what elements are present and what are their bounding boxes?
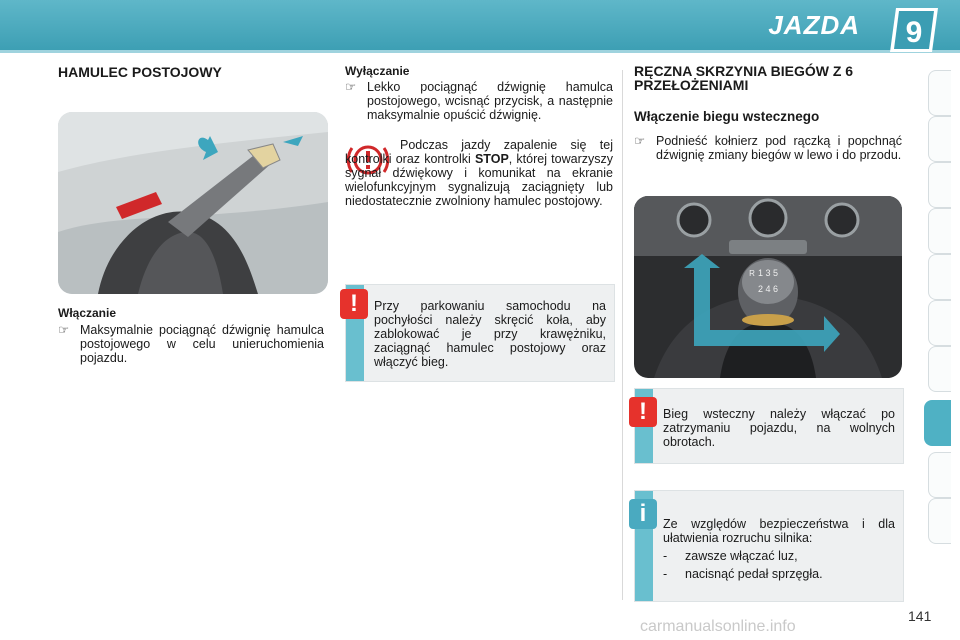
page-number: 141	[908, 608, 932, 624]
parking-slope-note	[345, 284, 615, 382]
engaging-instruction	[58, 323, 324, 367]
chapter-tab[interactable]	[928, 70, 951, 116]
warning-icon: !	[340, 289, 368, 319]
parking-slope-note-text: Przy parkowaniu samochodu na pochyłości należy skręcić koła, aby zablokować je przy krawężniku, zaciągnąć hamulec postojowy oraz włączyć bieg.	[374, 299, 606, 369]
dash-icon: -	[663, 549, 668, 563]
reverse-gear-instruction	[634, 134, 902, 178]
safety-info-item	[663, 549, 798, 563]
chapter-number: 9	[905, 16, 923, 49]
chapter-tab[interactable]	[928, 116, 951, 162]
chapter-tab[interactable]	[928, 346, 951, 392]
gear-lever-photo	[634, 196, 902, 378]
brake-warning-text-end: , której towarzyszy sygnał dźwiękowy i komunikat na ekranie wielofunkcyjnym sygnalizują zaciągnięty lub niedostatecznie zwolniony hamulec postojowy.	[345, 152, 614, 208]
safety-info-intro: Ze względów bezpieczeństwa i dla ułatwienia rozruchu silnika:	[663, 517, 895, 545]
dash-icon: -	[663, 567, 668, 581]
column-divider	[622, 70, 623, 600]
reverse-gear-text: Podnieść kołnierz pod rączką i popchnąć dźwignię zmiany biegów w lewo i do przodu.	[656, 134, 902, 162]
info-icon: i	[629, 499, 657, 529]
gear-pattern-bottom: 2 4 6	[757, 284, 779, 294]
bullet-hand-icon: ☞	[345, 80, 357, 94]
chapter-number-badge	[888, 6, 940, 54]
release-text: Lekko pociągnąć dźwignię hamulca postojowego, wcisnąć przycisk, a następnie maksymalnie opuścić dźwignię.	[367, 80, 613, 122]
chapter-tab-active[interactable]	[924, 400, 951, 446]
bullet-hand-icon: ☞	[634, 134, 646, 148]
chapter-title: JAZDA	[768, 10, 860, 40]
section-title-parking-brake: HAMULEC POSTOJOWY	[58, 64, 222, 80]
engaging-heading: Włączanie	[58, 306, 117, 320]
bullet-hand-icon: ☞	[58, 323, 70, 337]
chapter-tab[interactable]	[928, 498, 951, 544]
brake-warning-text-start: Podczas jazdy zapalenie się tej kontrolki oraz kontrolki	[345, 138, 613, 166]
brake-warning-text	[345, 138, 613, 230]
safety-info-note	[634, 490, 904, 602]
stop-keyword: STOP	[474, 152, 509, 166]
watermark: carmanualsonline.info	[640, 618, 796, 635]
safety-info-item-text: zawsze włączać luz,	[685, 549, 798, 563]
release-instruction	[345, 80, 613, 138]
safety-info-item	[663, 567, 823, 581]
gear-pattern-reverse: R	[749, 269, 755, 278]
header-divider	[0, 50, 960, 53]
warning-icon: !	[629, 397, 657, 427]
chapter-tab[interactable]	[928, 300, 951, 346]
chapter-tab[interactable]	[928, 162, 951, 208]
engaging-text: Maksymalnie pociągnąć dźwignię hamulca postojowego w celu unieruchomienia pojazdu.	[80, 323, 324, 365]
reverse-warning-text: Bieg wsteczny należy włączać po zatrzymaniu pojazdu, na wolnych obrotach.	[663, 407, 895, 449]
reverse-warning-note	[634, 388, 904, 464]
section-title-manual-gearbox: RĘCZNA SKRZYNIA BIEGÓW Z 6 PRZEŁOŻENIAMI	[634, 63, 854, 93]
chapter-tab[interactable]	[928, 254, 951, 300]
chapter-tabs	[928, 70, 950, 570]
safety-info-item-text: nacisnąć pedał sprzęgła.	[685, 567, 823, 581]
reverse-gear-heading: Włączenie biegu wstecznego	[634, 109, 820, 124]
gear-pattern-top: 1 3 5	[757, 268, 779, 278]
chapter-tab[interactable]	[928, 452, 951, 498]
release-heading: Wyłączanie	[345, 64, 410, 78]
chapter-tab[interactable]	[928, 208, 951, 254]
parking-brake-photo	[58, 112, 328, 294]
